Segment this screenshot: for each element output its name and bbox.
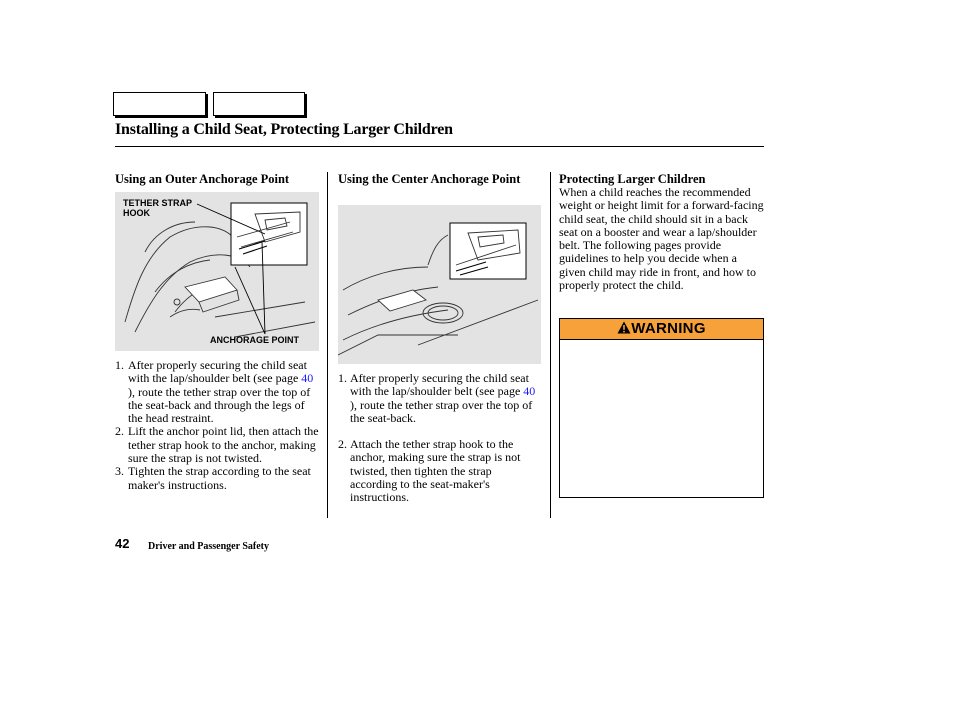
warning-header: [560, 319, 763, 340]
larger-children-body: When a child reaches the recommended weight or height limit for a forward-facing child seat, the child should sit in a back seat on a booster and wear a lap/shoulder belt. The following pages provide guidelines to help you decide when a given child may ride in front, and how to properly protect the child.: [559, 185, 764, 293]
page-number: 42: [115, 536, 130, 551]
list-item: 1. After properly securing the child seat with the lap/shoulder belt (see page 40 ), route the tether strap over the top of the seat-back.: [338, 371, 536, 425]
warning-label: WARNING: [631, 320, 706, 337]
page-title: Installing a Child Seat, Protecting Larger Children: [115, 121, 453, 138]
page-link-40[interactable]: 40: [523, 384, 536, 399]
center-anchorage-illustration: [338, 205, 541, 364]
header-tab-2: [213, 92, 305, 116]
left-column-heading: Using an Outer Anchorage Point: [115, 172, 290, 186]
center-steps-list: [338, 372, 541, 505]
list-item: 2. Lift the anchor point lid, then attach the tether strap hook to the anchor, making sure the strap is not twisted.: [115, 424, 319, 466]
anchorage-point-label: ANCHORAGE POINT: [210, 335, 300, 345]
column-divider-1: [327, 172, 328, 518]
warning-box: [559, 318, 764, 498]
section-name: Driver and Passenger Safety: [148, 541, 270, 552]
tether-strap-hook-label: TETHER STRAP HOOK: [123, 198, 193, 218]
list-item: 1. After properly securing the child seat with the lap/shoulder belt (see page 40 ), route the tether strap over the top of the seat-back and through the legs of the head restraint.: [115, 358, 314, 426]
column-divider-2: [550, 172, 551, 518]
page-link-40[interactable]: 40: [301, 371, 314, 386]
right-column-heading: Protecting Larger Children: [559, 172, 706, 186]
list-item: 3. Tighten the strap according to the seat maker's instructions.: [115, 464, 311, 492]
title-rule: [115, 146, 764, 147]
list-item: 2. Attach the tether strap hook to the anchor, making sure the strap is not twisted, then tighten the strap according to the seat-maker's instructions.: [338, 437, 521, 505]
warning-triangle-icon: [617, 321, 631, 334]
center-anchorage-figure: [338, 205, 541, 364]
left-steps-list: [115, 359, 320, 492]
outer-anchorage-figure: [115, 192, 319, 351]
header-tab-1: [113, 92, 206, 116]
center-column-heading: Using the Center Anchorage Point: [338, 172, 521, 186]
